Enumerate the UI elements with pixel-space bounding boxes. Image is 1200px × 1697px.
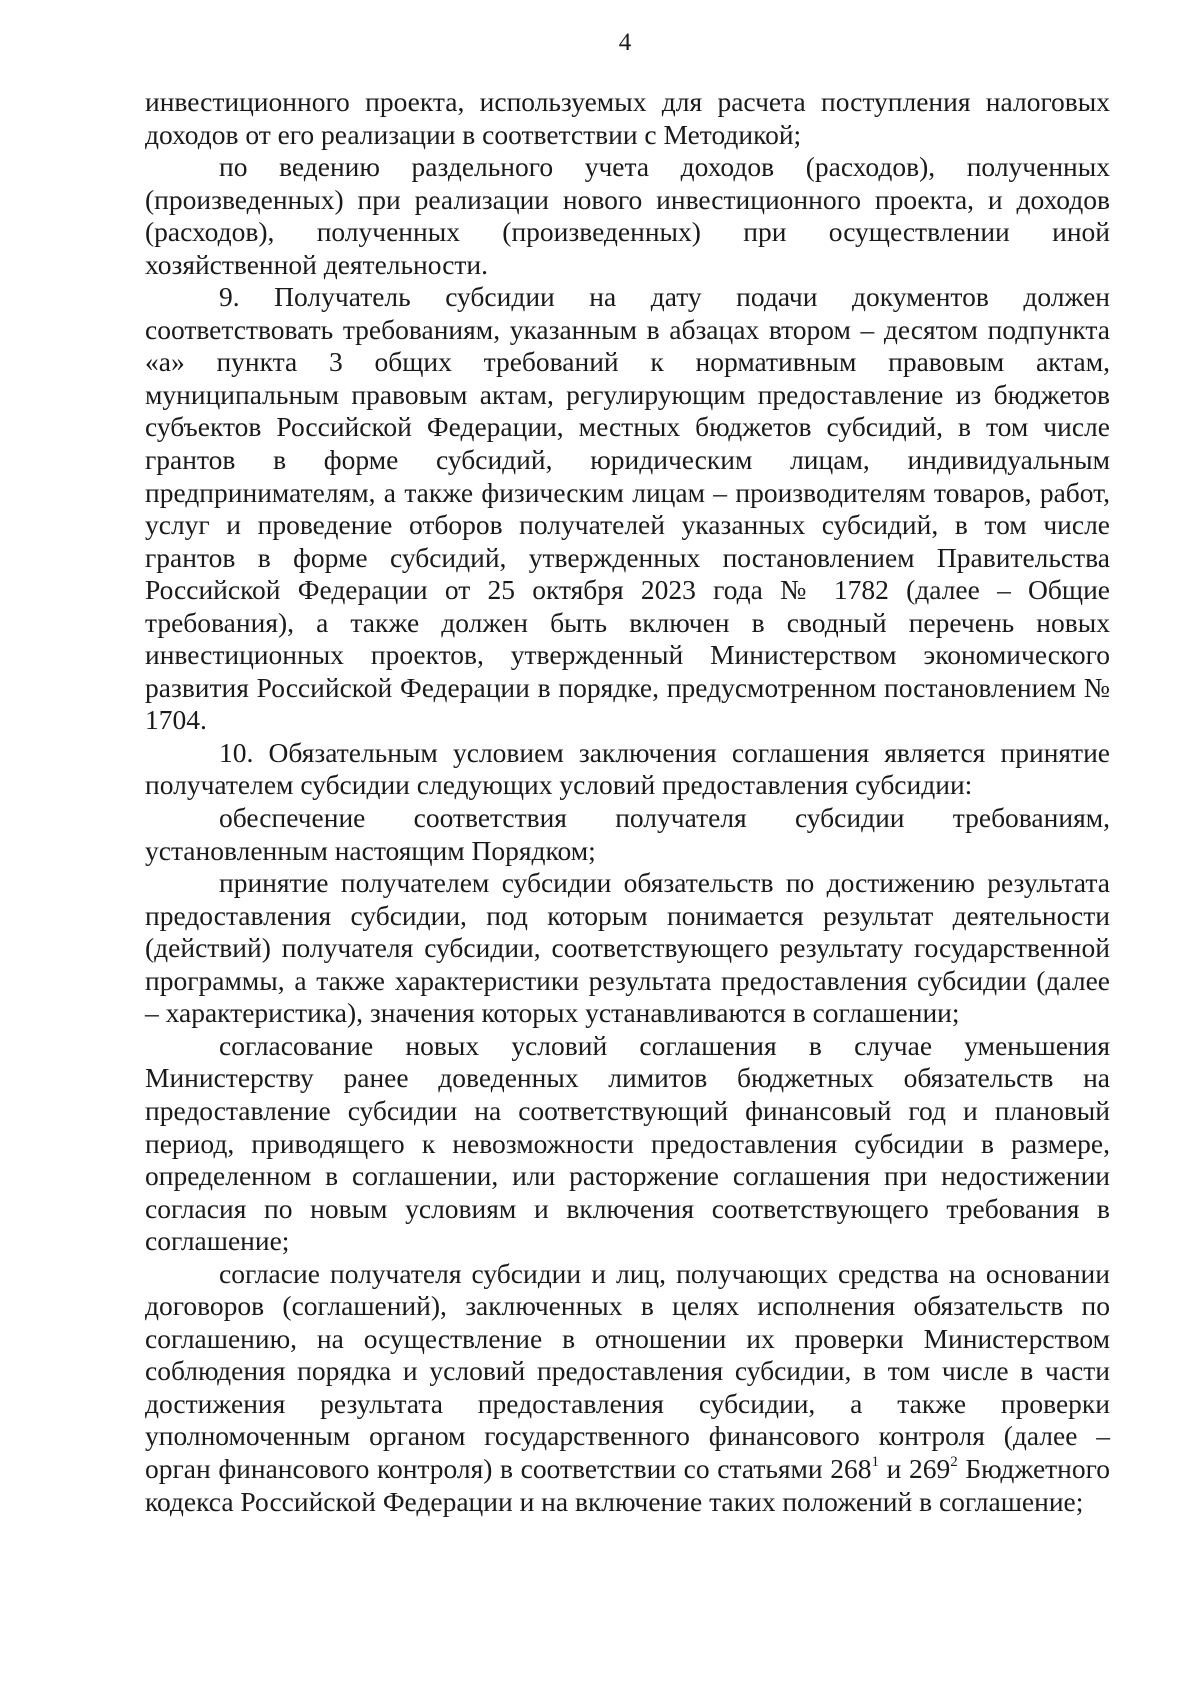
- paragraph-item-10: 10. Обязательным условием заключения соглашения является принятие получателем субсидии следующих условий предоставления субсидии:: [145, 736, 1110, 801]
- paragraph-compliance-condition: обеспечение соответствия получателя субсидии требованиям, установленным настоящим Порядком;: [145, 802, 1110, 866]
- paragraph-result-obligation: принятие получателем субсидии обязательств по достижению результата предоставления субсидии, под которым понимается результат деятельности (действий) получателя субсидии, соответствующего результату государственной программы, а также характеристики результата предоставления субсидии (далее – характеристика), значения которых устанавливаются в соглашении;: [145, 867, 1110, 1029]
- consent-text-middle: и 269: [879, 1452, 951, 1484]
- consent-text-start: согласие получателя субсидии и лиц, получающих средства на основании договоров (соглашений), заключенных в целях исполнения обязательств по соглашению, на осуществление в отношении их проверки Министерством соблюдения порядка и условий предоставления субсидии, в том числе в части достижения результата предоставления субсидии, а также проверки уполномоченным органом государственного финансового контроля (далее – орган финансового контроля) в соответствии со статьями 268: [145, 1257, 1110, 1484]
- paragraph-new-conditions: согласование новых условий соглашения в случае уменьшения Министерству ранее доведенных лимитов бюджетных обязательств на предоставление субсидии на соответствующий финансовый год и плановый период, приводящего к невозможности предоставления субсидии в размере, определенном в соглашении, или расторжение соглашения при недостижении согласия по новым условиям и включения соответствующего требования в соглашение;: [145, 1029, 1110, 1257]
- document-body: [145, 86, 1110, 1518]
- paragraph-item-9: 9. Получатель субсидии на дату подачи документов должен соответствовать требованиям, указанным в абзацах втором – десятом подпункта «а» пункта 3 общих требований к нормативным правовым актам, муниципальным правовым актам, регулирующим предоставление из бюджетов субъектов Российской Федерации, местных бюджетов субсидий, в том числе грантов в форме субсидий, юридическим лицам, индивидуальным предпринимателям, а также физическим лицам – производителям товаров, работ, услуг и проведение отборов получателей указанных субсидий, в том числе грантов в форме субсидий, утвержденных постановлением Правительства Российской Федерации от 25 октября 2023 года № 1782 (далее – Общие требования), а также должен быть включен в сводный перечень новых инвестиционных проектов, утвержденный Министерством экономического развития Российской Федерации в порядке, предусмотренном постановлением № 1704.: [145, 281, 1110, 736]
- footnote-superscript-1: 1: [871, 1453, 880, 1470]
- footnote-superscript-2: 2: [950, 1453, 958, 1470]
- consent-text-end: Бюджетного кодекса Российской Федерации и на включение таких положений в соглашение;: [145, 1452, 1110, 1517]
- page-number: 4: [618, 29, 632, 56]
- paragraph-inspection-consent: [145, 1258, 1110, 1518]
- paragraph-continuation: инвестиционного проекта, используемых для расчета поступления налоговых доходов от его реализации в соответствии с Методикой;: [145, 86, 1110, 150]
- paragraph-separate-accounting: по ведению раздельного учета доходов (расходов), полученных (произведенных) при реализации нового инвестиционного проекта, и доходов (расходов), полученных (произведенных) при осуществлении иной хозяйственной деятельности.: [145, 151, 1110, 280]
